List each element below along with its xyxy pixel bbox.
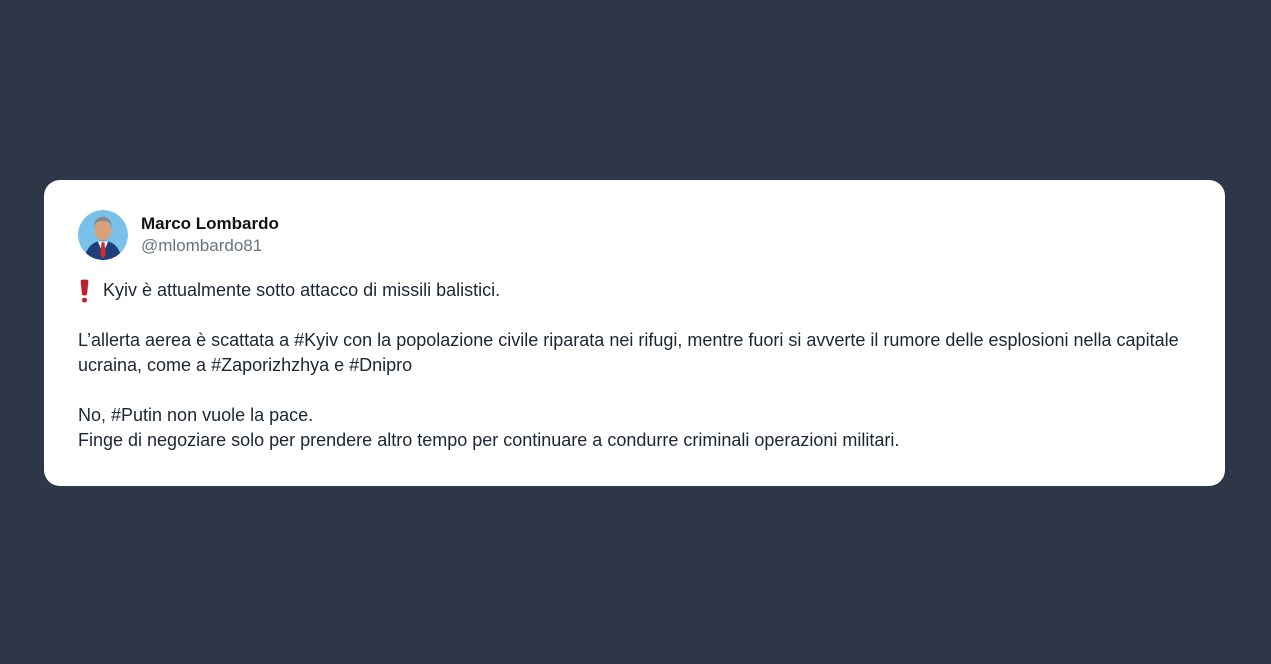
author-handle[interactable]: @mlombardo81 bbox=[141, 236, 263, 255]
author-block bbox=[141, 213, 279, 257]
paragraph-putin-line-2: Finge di negoziare solo per prendere altro tempo per continuare a condurre criminali operazioni militari. bbox=[78, 430, 900, 450]
avatar-image bbox=[78, 210, 128, 260]
tweet-card bbox=[44, 180, 1225, 486]
avatar[interactable] bbox=[78, 210, 128, 260]
alert-text: Kyiv è attualmente sotto attacco di missili balistici. bbox=[103, 280, 501, 300]
alert-line bbox=[78, 278, 1185, 303]
paragraph-putin bbox=[78, 403, 1185, 453]
tweet-header bbox=[78, 210, 1185, 260]
tweet-body bbox=[78, 278, 1185, 453]
paragraph-air-alert: L’allerta aerea è scattata a #Kyiv con la popolazione civile riparata nei rifugi, mentre fuori si avverte il rumore delle esplosioni nella capitale ucraina, come a #Zaporizhzhya e #Dnipro bbox=[78, 330, 1179, 375]
paragraph-putin-line-1: No, #Putin non vuole la pace. bbox=[78, 405, 314, 425]
author-name[interactable]: Marco Lombardo bbox=[141, 214, 279, 233]
red-exclamation-icon bbox=[78, 279, 91, 303]
